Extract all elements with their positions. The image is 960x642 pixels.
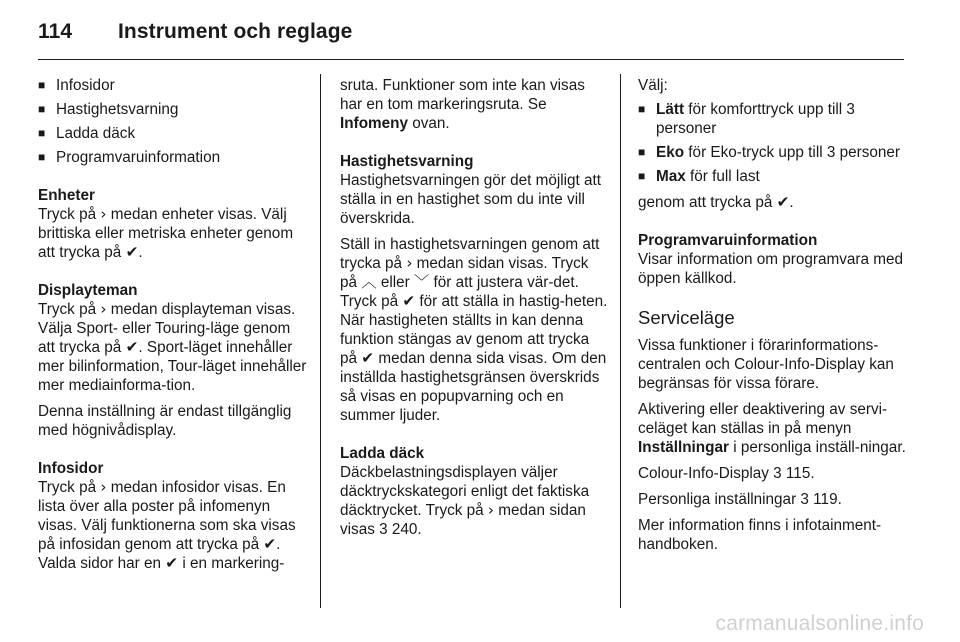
paragraph-infosidor-cont: sruta. Funktioner som inte kan visas har en tom markeringsruta. Se Infomeny ovan. xyxy=(340,77,585,132)
link-installningar: Inställningar xyxy=(638,439,729,456)
paragraph-displayteman: Tryck på › medan displayteman visas. Välja Sport- eller Touring-läge genom att trycka på ✔. Sport-läget innehåller mer bilinformation, Tour-läget innehåller mer mediainforma-tion. xyxy=(38,300,307,394)
list-item: ■ Programvaruinformation xyxy=(38,148,308,167)
chevron-right-icon: › xyxy=(406,254,413,272)
column-1 xyxy=(38,76,308,580)
column-divider-left xyxy=(320,74,321,608)
check-icon: ✔ xyxy=(776,193,790,211)
section-title-servicelage: Serviceläge xyxy=(638,307,735,328)
chevron-right-icon: › xyxy=(100,300,107,318)
page-number: 114 xyxy=(38,20,73,43)
check-icon: ✔ xyxy=(402,292,416,310)
paragraph-enheter: Tryck på › medan enheter visas. Välj brittiska eller metriska enheter genom att trycka på ✔. xyxy=(38,205,294,261)
heading-infosidor: Infosidor xyxy=(38,460,104,477)
check-icon: ✔ xyxy=(125,243,139,261)
paragraph-hastighetsvarning-intro: Hastighetsvarningen gör det möjligt att ställa in en hastighet som du inte vill överskrida. xyxy=(340,172,602,227)
page-title: Instrument och reglage xyxy=(118,20,353,43)
column-divider-right xyxy=(620,74,621,608)
list-item: ■ Eko för Eko-tryck upp till 3 personer xyxy=(638,143,906,162)
watermark: carmanualsonline.info xyxy=(715,612,924,635)
cross-reference: Colour-Info-Display 3 115. xyxy=(638,465,815,482)
paragraph-servicelage-menu: Aktivering eller deaktivering av servi-celäget kan ställas in på menyn Inställningar i personliga inställ-ningar. xyxy=(638,401,906,456)
heading-programvaruinformation: Programvaruinformation xyxy=(638,232,818,249)
column-2 xyxy=(340,76,608,546)
check-icon: ✔ xyxy=(165,554,179,572)
valj-label: Välj: xyxy=(638,77,668,94)
page-ref-arrow-icon: 3 xyxy=(379,521,388,538)
check-icon: ✔ xyxy=(263,535,277,553)
paragraph-infosidor: Tryck på › medan infosidor visas. En lista över alla poster på infomenyn visas. Välj funktionerna som ska visas på infosidan genom att trycka på ✔. Valda sidor har en ✔ i en markering- xyxy=(38,478,296,572)
tire-pressure-options xyxy=(638,100,906,186)
heading-enheter: Enheter xyxy=(38,187,95,204)
paragraph-confirm: genom att trycka på ✔. xyxy=(638,193,794,211)
list-item: ■ Infosidor xyxy=(38,76,308,95)
list-item: ■ Max för full last xyxy=(638,167,906,186)
paragraph-servicelage: Vissa funktioner i förarinformations-centralen och Colour-Info-Display kan begränsas för vissa förare. xyxy=(638,337,894,392)
chevron-right-icon: › xyxy=(487,501,495,519)
heading-hastighetsvarning: Hastighetsvarning xyxy=(340,153,474,170)
list-item: ■ Lätt för komforttryck upp till 3 personer xyxy=(638,100,906,138)
page-header xyxy=(38,20,352,44)
info-list xyxy=(38,76,308,167)
chevron-right-icon: › xyxy=(100,478,107,496)
paragraph-programvaruinformation: Visar information om programvara med öppen källkod. xyxy=(638,251,903,287)
paragraph-ladda-dack: Däckbelastningsdisplayen väljer däcktryckskategori enligt det faktiska däcktrycket. Tryck på › medan sidan visas 3 240. xyxy=(340,464,590,538)
chevron-up-icon: ︿ xyxy=(361,273,377,291)
paragraph-hastighetsvarning: Ställ in hastighetsvarningen genom att trycka på › medan sidan visas. Tryck på ︿ eller ﹀ för att justera vär-det. Tryck på ✔ för att ställa in hastig-heten. När hastigheten ställts in kan denna funktion stängas av genom att trycka på ✔ medan denna sida visas. Om den inställda hastighetsgränsen överskrids så visas en popupvarning och en summer ljuder. xyxy=(340,236,608,424)
header-rule xyxy=(38,59,904,60)
chevron-right-icon: › xyxy=(100,205,107,223)
paragraph-more-info: Mer information finns i infotainment-handboken. xyxy=(638,517,882,553)
page-ref-arrow-icon: 3 xyxy=(800,491,809,508)
column-3 xyxy=(638,76,906,561)
cross-reference: Personliga inställningar 3 119. xyxy=(638,491,842,508)
heading-displayteman: Displayteman xyxy=(38,282,138,299)
check-icon: ✔ xyxy=(361,349,375,367)
paragraph-displayteman-note: Denna inställning är endast tillgänglig med högnivådisplay. xyxy=(38,403,292,439)
chevron-down-icon: ﹀ xyxy=(413,273,430,291)
link-infomeny: Infomeny xyxy=(340,115,408,132)
check-icon: ✔ xyxy=(125,338,139,356)
list-item: ■ Ladda däck xyxy=(38,124,308,143)
list-item: ■ Hastighetsvarning xyxy=(38,100,308,119)
heading-ladda-dack: Ladda däck xyxy=(340,445,425,462)
page-ref-arrow-icon: 3 xyxy=(773,465,782,482)
